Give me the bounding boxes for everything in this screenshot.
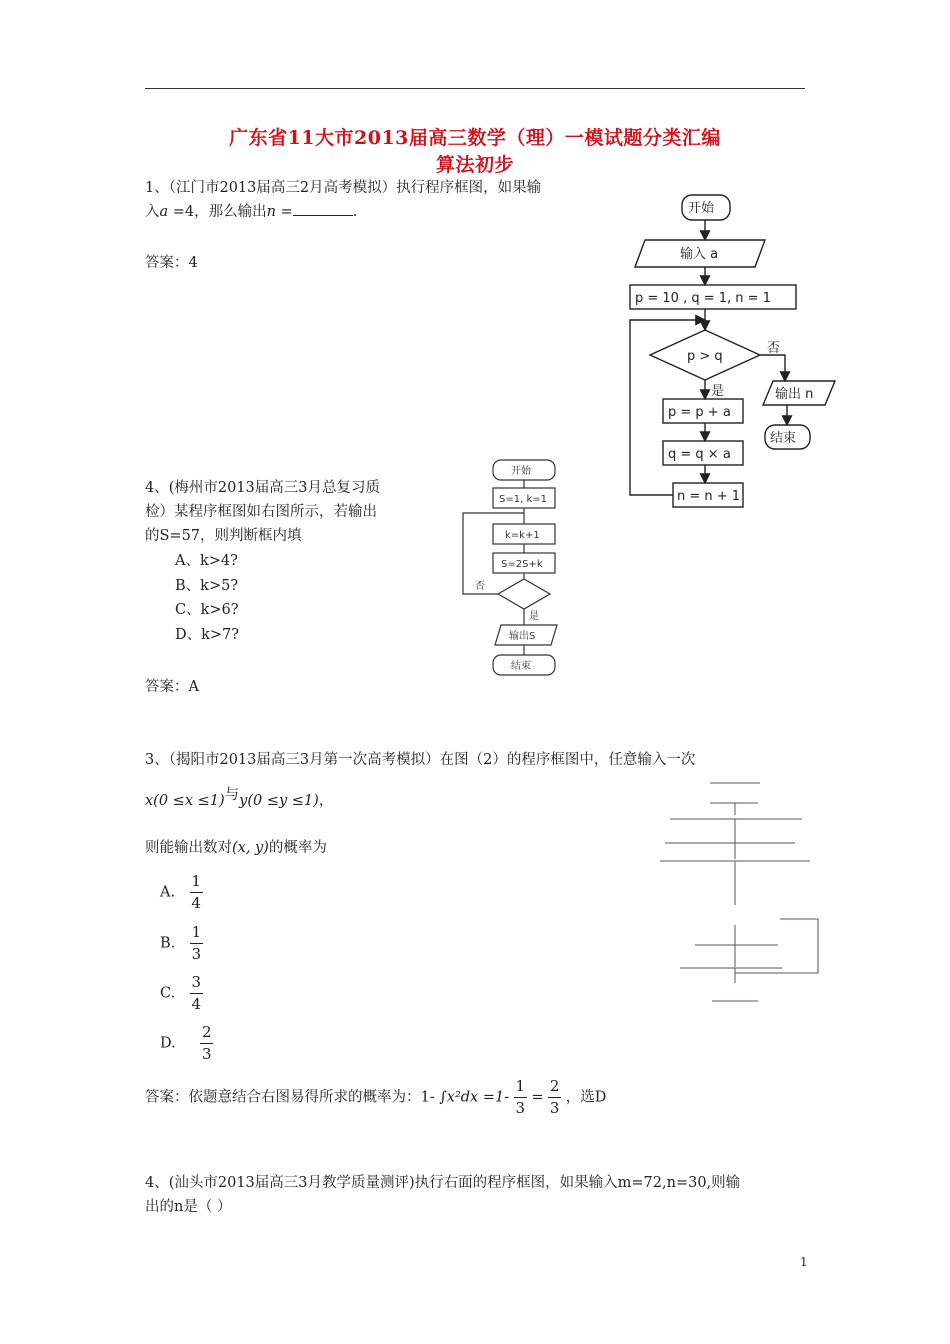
q1-flow-yes: 是: [711, 384, 725, 399]
q3-option-c: C. $\frac{3}{4}$: [160, 973, 202, 1013]
q1-flowchart: [625, 185, 840, 515]
q2-flowchart: [455, 455, 625, 687]
q2-flow-end: 结束: [511, 661, 531, 672]
q2-option-b: B、k>5?: [175, 578, 239, 594]
q1-answer-blank[interactable]: [293, 201, 353, 216]
q3-flowchart: [650, 775, 825, 1010]
q1-flow-step3: n = n + 1: [677, 489, 741, 504]
q3-option-b: B. $\frac{1}{3}$: [160, 923, 202, 963]
page-title: 广东省11大市2013届高三数学（理）一模试题分类汇编: [229, 127, 721, 149]
q1-flow-step1: p = p + a: [668, 405, 731, 420]
q1-flow-input: 输入 a: [680, 247, 719, 262]
q2-flow-output: 输出S: [509, 631, 536, 642]
q2-flow-init: S=1, k=1: [499, 494, 547, 505]
q2-option-c: C、k>6?: [175, 602, 239, 618]
q4-text-line2: 出的n是（ ）: [145, 1199, 232, 1215]
page-subtitle: 算法初步: [435, 154, 514, 176]
q2-answer: 答案：A: [145, 679, 199, 695]
q3-answer: 答案：依题意结合右图易得所求的概率为：1- ∫x²dx =1- $\frac{1}{3}$ = $\frac{2}{3}$ ，选D: [145, 1077, 607, 1117]
q3-text-line2: x(0 ≤x ≤1)与y(0 ≤y ≤1)，: [145, 787, 334, 809]
q1-flow-init: p = 10 , q = 1, n = 1: [635, 291, 771, 306]
page-number: 1: [800, 1255, 808, 1269]
q1-flow-no: 否: [767, 341, 781, 356]
q2-flow-step2: S=2S+k: [501, 559, 543, 570]
q1-flow-cond: p > q: [687, 349, 723, 364]
q3-option-a: A. $\frac{1}{4}$: [160, 872, 201, 912]
q1-text-line2: 入a =4，那么输出n = .: [145, 201, 357, 222]
q2-flow-yes: 是: [529, 611, 539, 622]
q2-text-line1: 4、(梅州市2013届高三3月总复习质: [145, 480, 381, 496]
q3-text-line3: 则能输出数对(x, y)的概率为: [145, 840, 327, 856]
q2-flow-step1: k=k+1: [505, 530, 540, 541]
q4-text-line1: 4、(汕头市2013届高三3月教学质量测评)执行右面的程序框图，如果输入m=72,n=30,则输: [145, 1175, 741, 1191]
q1-flow-output: 输出 n: [775, 387, 814, 402]
q1-flow-step2: q = q × a: [668, 447, 731, 462]
q1-flow-end: 结束: [770, 431, 797, 446]
q3-text-line1: 3、（揭阳市2013届高三3月第一次高考模拟）在图（2）的程序框图中，任意输入一次: [145, 752, 696, 768]
q2-option-d: D、k>7?: [175, 627, 240, 643]
q2-text-line2: 检）某程序框图如右图所示，若输出: [145, 504, 377, 520]
q2-text-line3: 的S=57，则判断框内填: [145, 528, 302, 544]
q1-text-line1: 1、（江门市2013届高三2月高考模拟）执行程序框图，如果输: [145, 180, 542, 196]
top-rule: [145, 88, 805, 89]
q1-answer: 答案：4: [145, 255, 198, 271]
q3-option-d: D. $\frac{2}{3}$: [160, 1023, 212, 1063]
q2-option-a: A、k>4?: [175, 553, 238, 569]
q2-flow-start: 开始: [511, 466, 531, 477]
q1-flow-start: 开始: [688, 201, 715, 216]
q2-flow-no: 否: [475, 581, 485, 592]
